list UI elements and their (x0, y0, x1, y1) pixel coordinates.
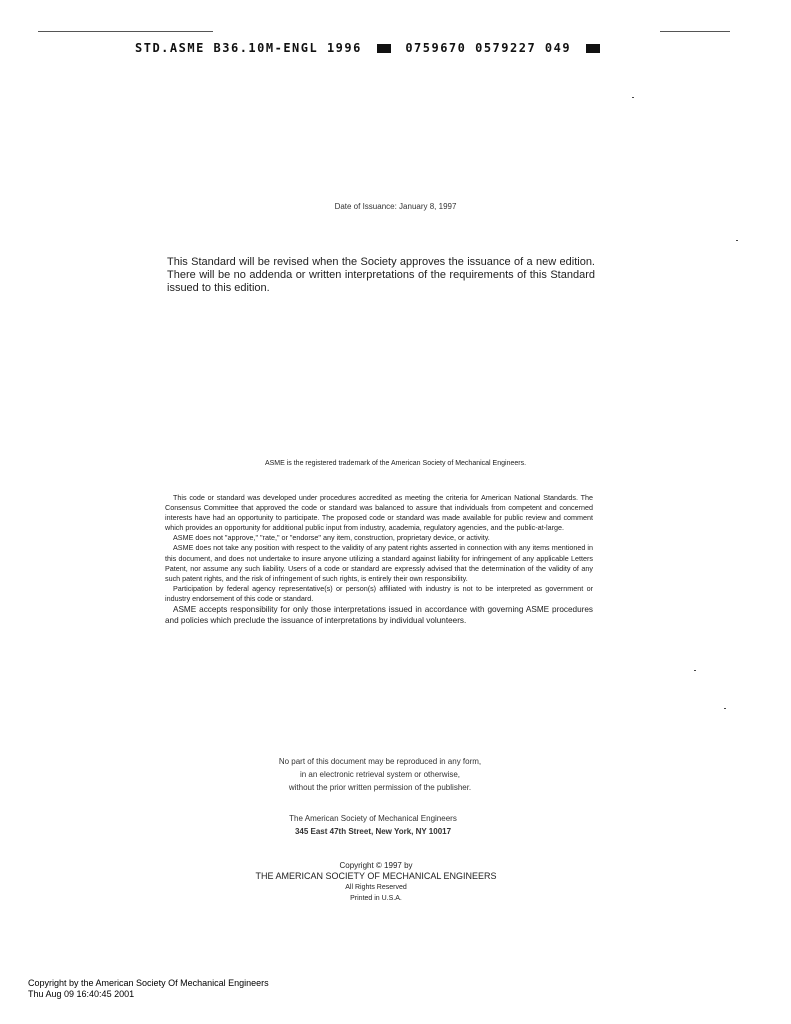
publisher-block (0, 812, 746, 838)
scan-line-left (38, 31, 213, 32)
reproduction-line: without the prior written permission of the publisher. (288, 783, 472, 792)
footer-copyright: Copyright by the American Society Of Mechanical Engineers (28, 978, 269, 988)
download-footer (28, 978, 269, 1000)
revision-notice: This Standard will be revised when the Society approves the issuance of a new edition. There will be no addenda or written interpretations of the requirements of this Standard issued to this edition. (167, 256, 595, 294)
reproduction-notice (0, 755, 760, 794)
copyright-block (0, 860, 752, 904)
publisher-address: 345 East 47th Street, New York, NY 10017 (294, 827, 452, 836)
scan-speck (694, 670, 696, 671)
publisher-name: The American Society of Mechanical Engineers (289, 814, 457, 823)
barcode-block-icon (377, 44, 391, 53)
paragraph-approve: ASME does not "approve," "rate," or "endorse" any item, construction, proprietary device, or activity. (173, 533, 490, 543)
document-code-header (135, 41, 606, 55)
rights-reserved: All Rights Reserved (345, 884, 407, 891)
copyright-line: Copyright © 1997 by (339, 861, 413, 870)
header-code-middle: 0759670 0579227 (405, 41, 537, 55)
header-code-left: STD.ASME B36.10M-ENGL 1996 (135, 41, 362, 55)
scan-speck (724, 708, 726, 709)
paragraph-interpretations: ASME accepts responsibility for only those interpretations issued in accordance with governing ASME procedures and policies which preclude the issuance of interpretations by individual volunteers. (165, 605, 593, 626)
paragraph-patent: ASME does not take any position with respect to the validity of any patent rights asserted in connection with any items mentioned in this document, and does not undertake to insure anyone utilizing a standard against liability for infringement of any applicable Letters Patent, nor assume any such liability. Users of a code or standard are expressly advised that the determination of the validity of any such patent rights, and the risk of infringement of such rights, is entirely their own responsibility. (165, 543, 593, 583)
legal-notice-body (165, 493, 593, 626)
paragraph-participation: Participation by federal agency representative(s) or person(s) affiliated with industry is not to be interpreted as government or industry endorsement of this code or standard. (165, 583, 593, 603)
scan-speck (736, 240, 738, 241)
paragraph-procedures: This code or standard was developed under procedures accredited as meeting the criteria for American National Standards. The Consensus Committee that approved the code or standard was balanced to assure that individuals from competent and concerned interests have had an opportunity to participate. The proposed code or standard was made available for public review and comment which provides an opportunity for additional public input from industry, academia, regulatory agencies, and the public-at-large. (165, 493, 593, 533)
printed-in: Printed in U.S.A. (350, 895, 402, 902)
scan-speck (632, 97, 634, 98)
reproduction-line: in an electronic retrieval system or otherwise, (299, 770, 461, 779)
scan-line-right (660, 31, 730, 32)
footer-timestamp: Thu Aug 09 16:40:45 2001 (28, 989, 135, 999)
copyright-holder: THE AMERICAN SOCIETY OF MECHANICAL ENGINEERS (255, 871, 497, 881)
barcode-block-icon (586, 44, 600, 53)
trademark-notice: ASME is the registered trademark of the American Society of Mechanical Engineers. (264, 460, 527, 467)
header-code-right: 049 (544, 41, 572, 55)
issuance-date: Date of Issuance: January 8, 1997 (334, 202, 457, 211)
reproduction-line: No part of this document may be reproduced in any form, (278, 757, 482, 766)
